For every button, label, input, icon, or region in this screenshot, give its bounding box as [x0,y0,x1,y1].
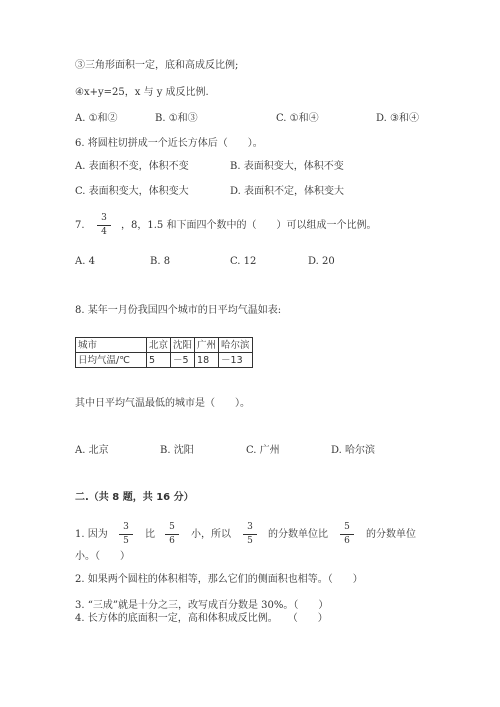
q5-option-c[interactable]: C. ①和④ [276,113,319,124]
fraction-denominator: 6 [169,536,175,546]
table-cell: －5 [171,353,195,368]
j2-stem: 2. 如果两个圆柱的体积相等，那么它们的侧面积也相等。（ ） [75,574,363,585]
table-cell: 北京 [147,338,171,353]
q7-number: 7. [75,220,85,231]
fraction-numerator: 5 [165,522,179,535]
j1-fraction-2 [165,522,179,547]
q7-stem: ，8，1.5 和下面四个数中的（ ）可以组成一个比例。 [121,220,377,231]
fraction-numerator: 3 [97,213,111,226]
table-cell: 日均气温/℃ [76,353,147,368]
q8-option-d[interactable]: D. 哈尔滨 [331,445,376,456]
j1-part-2: 比 [145,529,155,540]
j1-fraction-4 [340,522,354,547]
j3-stem: 3. “三成”就是十分之三，改写成百分数是 30%。（ ） [75,600,329,611]
fraction-numerator: 3 [243,522,257,535]
j4-stem: 4. 长方体的底面积一定，高和体积成反比例。 （ ） [75,613,328,624]
fraction-numerator: 5 [340,522,354,535]
j1-fraction-1 [119,522,133,547]
q6-option-b[interactable]: B. 表面积变大，体积不变 [230,161,344,172]
q6-stem: 6. 将圆柱切拼成一个近长方体后（ ）。 [75,138,263,149]
table-cell: －13 [219,353,253,368]
q8-option-b[interactable]: B. 沈阳 [160,445,194,456]
j1-fraction-3 [243,522,257,547]
table-cell: 城市 [76,338,147,353]
q8-stem: 8. 某年一月份我国四个城市的日平均气温如表: [75,305,282,316]
statement-4: ④x+y=25，x 与 y 成反比例. [75,87,209,98]
q6-option-c[interactable]: C. 表面积变大，体积变大 [75,186,189,197]
q6-option-a[interactable]: A. 表面积不变，体积不变 [75,161,189,172]
j1-part-5: 的分数单位 [366,529,416,540]
fraction-numerator: 3 [119,522,133,535]
q7-fraction [97,213,111,238]
section-heading: 二.（共 8 题，共 16 分） [75,492,194,503]
q7-option-d[interactable]: D. 20 [308,256,335,267]
j1-part-4: 的分数单位比 [268,529,328,540]
j1-part-1: 1. 因为 [75,529,108,540]
table-cell: 哈尔滨 [219,338,253,353]
fraction-denominator: 5 [247,536,253,546]
q5-option-a[interactable]: A. ①和② [75,113,118,124]
q7-option-c[interactable]: C. 12 [230,256,257,267]
fraction-denominator: 6 [344,536,350,546]
temperature-table [75,337,253,368]
table-header-row [76,338,253,353]
q8-option-a[interactable]: A. 北京 [75,445,109,456]
j1-part-6: 小。（ ） [75,551,130,562]
table-cell: 广州 [195,338,219,353]
fraction-denominator: 5 [123,536,129,546]
q5-option-b[interactable]: B. ①和③ [155,113,198,124]
j1-part-3: 小，所以 [191,529,231,540]
table-cell: 沈阳 [171,338,195,353]
table-cell: 5 [147,353,171,368]
q8-option-c[interactable]: C. 广州 [246,445,280,456]
q7-option-b[interactable]: B. 8 [150,256,171,267]
q6-option-d[interactable]: D. 表面积不定，体积变大 [230,186,345,197]
q8-question: 其中日平均气温最低的城市是（ ）。 [75,398,250,409]
q5-option-d[interactable]: D. ③和④ [376,113,419,124]
q7-option-a[interactable]: A. 4 [75,256,95,267]
statement-3: ③三角形面积一定，底和高成反比例; [75,60,239,71]
table-cell: 18 [195,353,219,368]
fraction-denominator: 4 [101,227,107,237]
table-row [76,353,253,368]
